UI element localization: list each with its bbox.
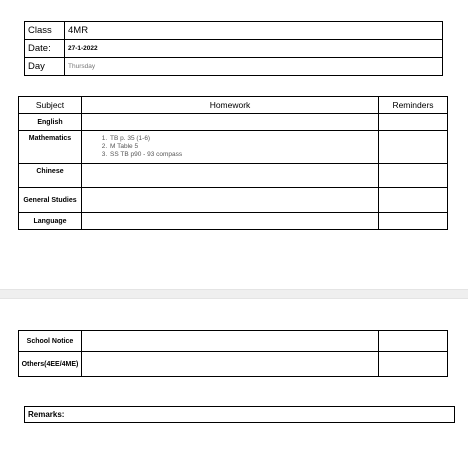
reminders-header: Reminders bbox=[379, 97, 448, 114]
homework-cell-english[interactable] bbox=[82, 114, 379, 131]
class-info-table bbox=[24, 21, 443, 76]
subject-header: Subject bbox=[19, 97, 82, 114]
date-row bbox=[25, 40, 443, 58]
subject-cell-school-notice: School Notice bbox=[19, 331, 82, 352]
list-item: 2. M Table 5 bbox=[109, 143, 378, 151]
table-row bbox=[19, 164, 448, 188]
list-item: 3. SS TB p90 - 93 compass bbox=[109, 151, 378, 159]
subject-cell-mathematics: Mathematics bbox=[19, 131, 82, 164]
day-label: Day bbox=[25, 58, 65, 76]
notice-table bbox=[18, 330, 448, 377]
class-label: Class bbox=[25, 22, 65, 40]
day-row bbox=[25, 58, 443, 76]
subject-cell-others: Others(4EE/4ME) bbox=[19, 352, 82, 377]
notice-cell-others[interactable] bbox=[82, 352, 379, 377]
table-row bbox=[19, 188, 448, 213]
table-row bbox=[19, 131, 448, 164]
reminder-cell-mathematics[interactable] bbox=[379, 131, 448, 164]
homework-header-row bbox=[19, 97, 448, 114]
homework-header: Homework bbox=[82, 97, 379, 114]
reminder-cell-others[interactable] bbox=[379, 352, 448, 377]
subject-cell-english: English bbox=[19, 114, 82, 131]
reminder-cell-english[interactable] bbox=[379, 114, 448, 131]
mathematics-homework-list bbox=[82, 131, 378, 161]
subject-cell-language: Language bbox=[19, 213, 82, 230]
homework-cell-mathematics[interactable] bbox=[82, 131, 379, 164]
class-value: 4MR bbox=[65, 22, 443, 40]
homework-cell-chinese[interactable] bbox=[82, 164, 379, 188]
remarks-label: Remarks: bbox=[28, 410, 65, 419]
reminder-cell-general-studies[interactable] bbox=[379, 188, 448, 213]
day-value: Thursday bbox=[65, 58, 443, 76]
date-value: 27-1-2022 bbox=[65, 40, 443, 58]
date-label: Date: bbox=[25, 40, 65, 58]
class-row bbox=[25, 22, 443, 40]
homework-table bbox=[18, 96, 448, 230]
reminder-cell-language[interactable] bbox=[379, 213, 448, 230]
subject-cell-general-studies: General Studies bbox=[19, 188, 82, 213]
table-row bbox=[19, 352, 448, 377]
reminder-cell-chinese[interactable] bbox=[379, 164, 448, 188]
list-item: 1. TB p. 35 (1-6) bbox=[109, 135, 378, 143]
table-row bbox=[19, 114, 448, 131]
page-break bbox=[0, 289, 468, 299]
table-row bbox=[19, 213, 448, 230]
subject-cell-chinese: Chinese bbox=[19, 164, 82, 188]
reminder-cell-school-notice[interactable] bbox=[379, 331, 448, 352]
remarks-box[interactable] bbox=[24, 406, 455, 423]
notice-cell-school-notice[interactable] bbox=[82, 331, 379, 352]
homework-cell-general-studies[interactable] bbox=[82, 188, 379, 213]
table-row bbox=[19, 331, 448, 352]
homework-cell-language[interactable] bbox=[82, 213, 379, 230]
